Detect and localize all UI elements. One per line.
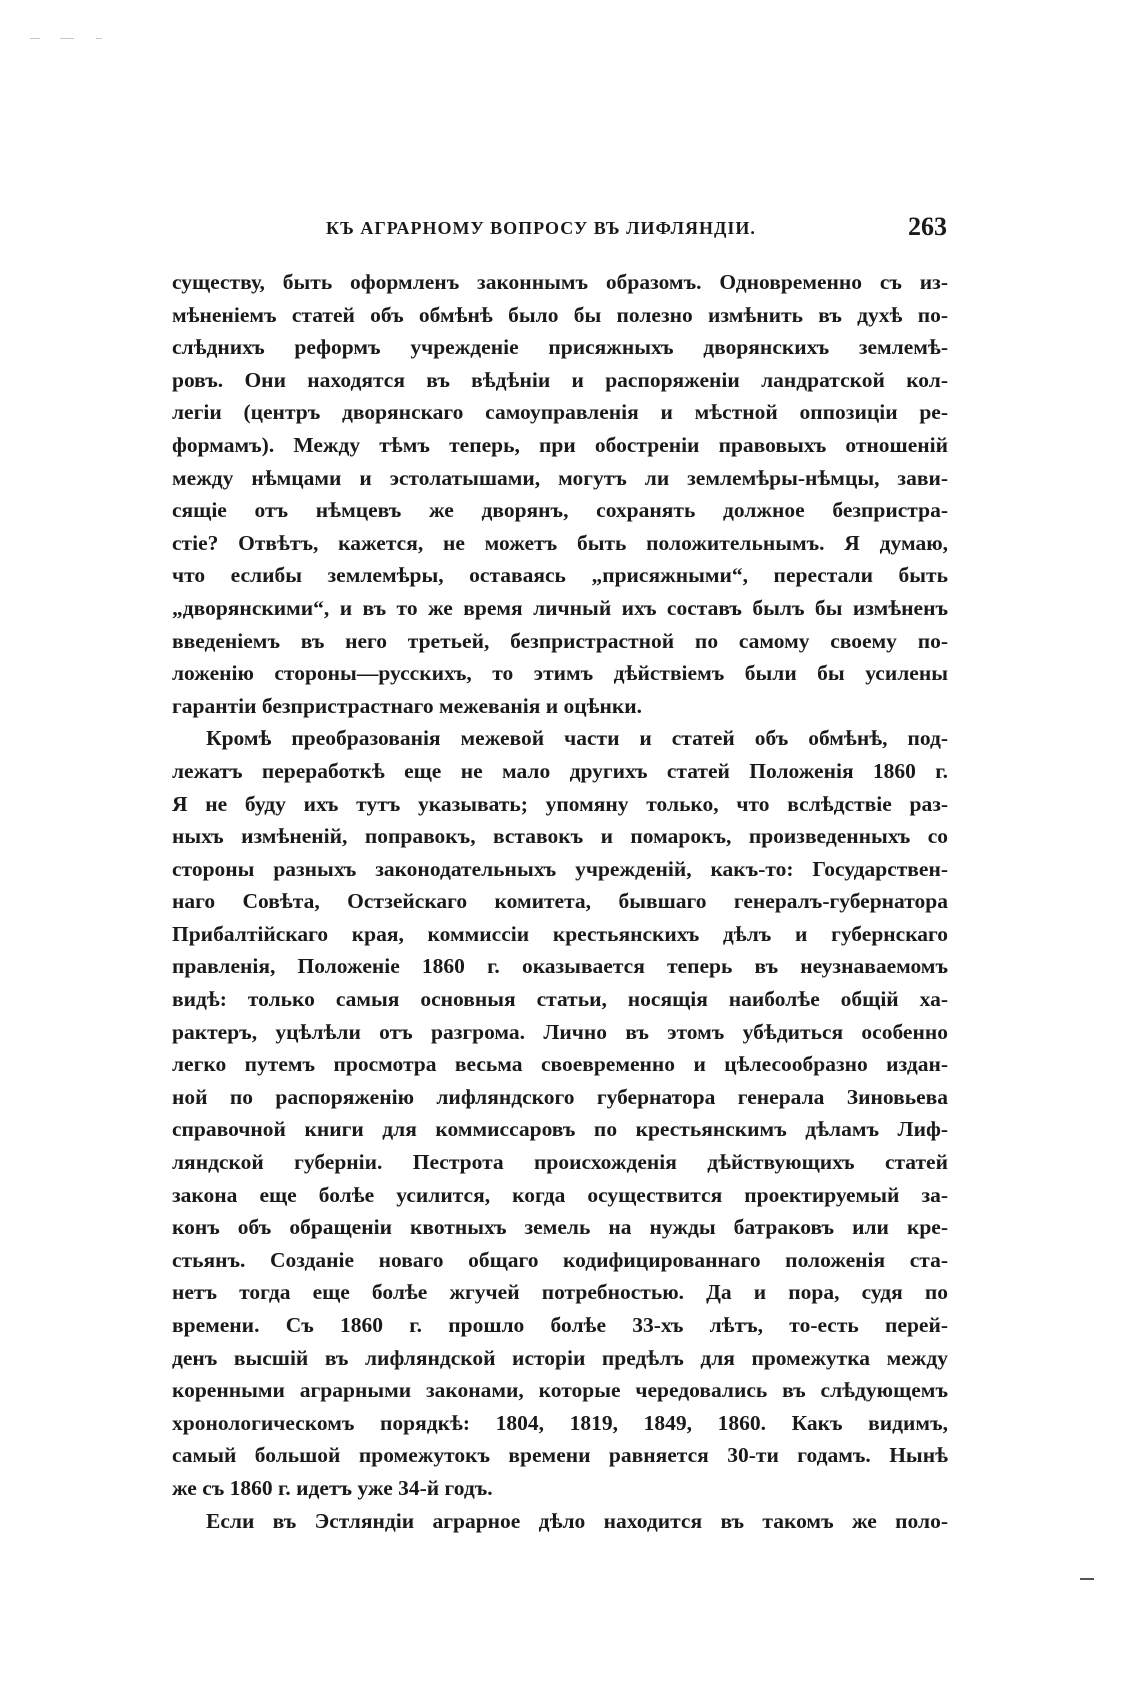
text-line: ляндской губерніи. Пестрота происхожденія дѣйствующихъ статей [172,1150,948,1175]
text-line: справочной книги для коммиссаровъ по крестьянскимъ дѣламъ Лиф- [172,1117,948,1142]
text-line: легко путемъ просмотра весьма своевременно и цѣлесообразно издан- [172,1052,948,1077]
text-line: лежатъ переработкѣ еще не мало другихъ статей Положенія 1860 г. [172,758,948,783]
text-line: Прибалтійскаго края, коммиссіи крестьянскихъ дѣлъ и губернскаго [172,921,948,946]
text-line: гарантіи безпристрастнаго межеванія и оцѣнки. [172,693,643,718]
text-line: мѣненіемъ статей объ обмѣнѣ было бы полезно измѣнить въ духѣ по- [172,302,948,327]
text-line: „дворянскими“, и въ то же время личный ихъ составъ былъ бы измѣненъ [172,595,948,620]
paragraph-start-line: Кромѣ преобразованія межевой части и статей объ обмѣнѣ, под- [206,726,948,751]
text-line: сящіе отъ нѣмцевъ же дворянъ, сохранять должное безпристра- [172,498,948,523]
text-line: между нѣмцами и эстолатышами, могутъ ли землемѣры-нѣмцы, зави- [172,465,948,490]
text-line: видѣ: только самыя основныя статьи, носящія наиболѣе общій ха- [172,987,948,1012]
text-line: наго Совѣта, Остзейскаго комитета, бывшаго генералъ-губернатора [172,889,948,914]
scan-speck [96,38,102,39]
text-line: стіе? Отвѣтъ, кажется, не можетъ быть положительнымъ. Я думаю, [172,530,948,555]
text-line: стьянъ. Созданіе новаго общаго кодифицированнаго положенія ста- [172,1247,948,1272]
text-line: коренными аграрными законами, которые чередовались въ слѣдующемъ [172,1378,948,1403]
text-line: рактеръ, уцѣлѣли отъ разгрома. Лично въ этомъ убѣдиться особенно [172,1019,948,1044]
text-line: слѣднихъ реформъ учрежденіе присяжныхъ дворянскихъ землемѣ- [172,335,948,360]
text-line: денъ высшій въ лифляндской исторіи предѣлъ для промежутка между [172,1345,948,1370]
running-head [176,212,947,252]
text-line: ложенію стороны—русскихъ, то этимъ дѣйствіемъ были бы усилены [172,661,948,686]
text-line: самый большой промежутокъ времени равняется 30-ти годамъ. Нынѣ [172,1443,948,1468]
text-line: правленія, Положеніе 1860 г. оказывается теперь въ неузнаваемомъ [172,954,948,979]
text-line: хронологическомъ порядкѣ: 1804, 1819, 1849, 1860. Какъ видимъ, [172,1410,948,1435]
paragraph-start-line: Если въ Эстляндіи аграрное дѣло находится въ такомъ же поло- [206,1508,948,1533]
text-line: Я не буду ихъ тутъ указывать; упомяну только, что вслѣдствіе раз- [172,791,948,816]
text-line: же съ 1860 г. идетъ уже 34-й годъ. [172,1475,493,1500]
text-line: времени. Съ 1860 г. прошло болѣе 33-хъ лѣтъ, то-есть перей- [172,1313,948,1337]
scan-speck [60,38,74,39]
text-line: ровъ. Они находятся въ вѣдѣніи и распоряженіи ландратской кол- [172,367,948,392]
body-text [172,266,948,1537]
text-line: что еслибы землемѣры, оставаясь „присяжными“, перестали быть [172,563,948,588]
text-line: нетъ тогда еще болѣе жгучей потребностью. Да и пора, судя по [172,1280,948,1305]
text-line: существу, быть оформленъ законнымъ образомъ. Одновременно съ из- [172,270,948,294]
margin-mark [1080,1578,1094,1580]
text-line: конъ объ обращеніи квотныхъ земель на нужды батраковъ или кре- [172,1215,948,1240]
text-line: стороны разныхъ законодательныхъ учрежденій, какъ-то: Государствен- [172,856,948,881]
scan-speck [30,38,40,39]
page-number: 263 [908,212,947,241]
text-line: ной по распоряженію лифляндского губернатора генерала Зиновьева [172,1084,948,1109]
running-title: КЪ АГРАРНОМУ ВОПРОСУ ВЪ ЛИФЛЯНДІИ. [326,218,756,238]
text-line: закона еще болѣе усилится, когда осуществится проектируемый за- [172,1182,948,1207]
text-line: формамъ). Между тѣмъ теперь, при обостреніи правовыхъ отношеній [172,432,948,457]
text-line: ныхъ измѣненій, поправокъ, вставокъ и помарокъ, произведенныхъ со [172,824,948,849]
text-line: легіи (центръ дворянскаго самоуправленія и мѣстной оппозиціи ре- [172,400,948,425]
text-line: введеніемъ въ него третьей, безпристрастной по самому своему по- [172,628,948,653]
